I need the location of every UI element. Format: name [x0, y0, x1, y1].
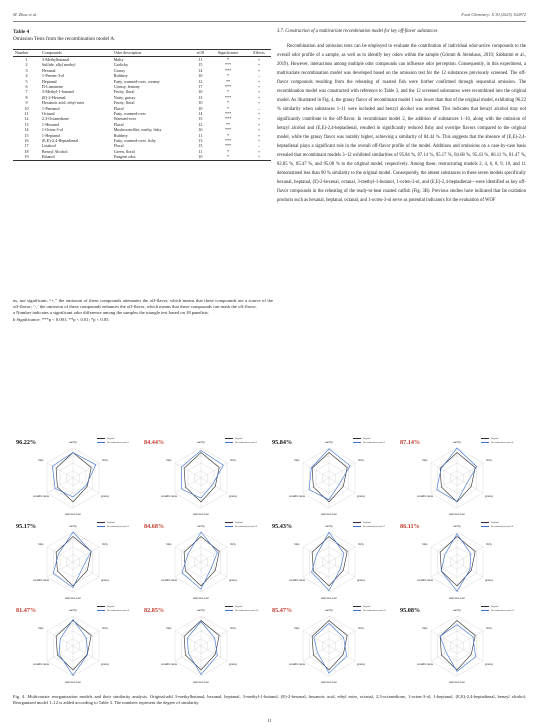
- radar-axis-label: fatty: [422, 626, 428, 630]
- radar-panel: [269, 604, 397, 684]
- running-header-authors: M. Zhou et al.: [13, 12, 38, 17]
- table-cell: ***: [224, 138, 232, 143]
- radar-chart: [13, 520, 141, 600]
- radar-axis-label: metallic taste: [416, 494, 434, 498]
- radar-axis-label: fishy: [230, 626, 236, 630]
- radar-axis-label: fishy: [102, 542, 108, 546]
- legend-model: Recombination model 11: [363, 609, 387, 612]
- radar-chart: [141, 604, 269, 684]
- table-cell: 14: [198, 110, 203, 116]
- legend-original: Original: [363, 606, 371, 609]
- table-cell: ***: [224, 67, 232, 73]
- radar-axis-label: earthy: [325, 608, 333, 612]
- radar-axis-label: fishy: [358, 626, 364, 630]
- radar-axis-label: metallic taste: [160, 578, 178, 582]
- table-cell: 6: [25, 83, 28, 89]
- table-cell: 1-Pentanol: [41, 105, 60, 111]
- table-cell: Grassy: [113, 67, 126, 73]
- table-cell: 10: [24, 105, 29, 111]
- table-cell: Rubbery: [113, 132, 128, 138]
- table-cell: +: [257, 127, 261, 133]
- radar-chart: [141, 436, 269, 516]
- figure-4: [13, 436, 526, 686]
- legend-model: Recombination model 7: [363, 525, 386, 528]
- radar-axis-label: metallic taste: [416, 578, 434, 582]
- table-cell: 12: [198, 78, 203, 84]
- radar-axis-label: earthy: [453, 524, 461, 528]
- section-heading: 3.7. Construction of a multivariate recombination model for key off-flavor substances: [277, 29, 438, 34]
- radar-legend: [97, 438, 129, 445]
- radar-legend: [481, 438, 513, 445]
- legend-original: Original: [491, 606, 499, 609]
- table-cell: ***: [224, 83, 232, 89]
- table-cell: +: [257, 78, 261, 84]
- table-cell: 2,3-Octanedione: [41, 116, 70, 122]
- radar-legend: [225, 438, 257, 445]
- radar-axis-label: metallic taste: [32, 578, 50, 582]
- table-cell: 5: [25, 78, 28, 84]
- legend-model: Recombination model 6: [235, 525, 258, 528]
- table-cell: ***: [224, 94, 232, 100]
- table-cell: +: [257, 110, 261, 116]
- table-cell: +: [257, 62, 261, 68]
- table-cell: 13: [198, 138, 203, 143]
- radar-axis-label: grassy: [100, 578, 110, 582]
- table-cell: 12: [198, 121, 203, 127]
- radar-panel: [397, 520, 525, 600]
- table-cell: 13: [24, 121, 29, 127]
- table-cell: 16: [24, 138, 29, 143]
- table-cell: 17: [24, 143, 29, 149]
- model-series-line: [182, 532, 217, 589]
- legend-model: Recombination model 3: [363, 441, 386, 444]
- table-cell: Floral: [113, 121, 124, 127]
- table-cell: 15: [198, 62, 203, 68]
- radar-legend: [481, 606, 514, 613]
- table-footnotes: [13, 298, 273, 323]
- table-cell: 11: [24, 110, 29, 116]
- section-text: [277, 29, 526, 205]
- radar-axis-label: fishy: [358, 542, 364, 546]
- table-cell: Pungent odor: [112, 155, 192, 161]
- radar-chart: [269, 520, 397, 600]
- table-cell: 1-Octen-3-ol: [41, 127, 64, 133]
- similarity-value: 82.85%: [144, 607, 165, 614]
- radar-axis-label: grassy: [356, 662, 366, 666]
- table-cell: +: [257, 132, 261, 138]
- radar-axis-label: metallic taste: [160, 662, 178, 666]
- legend-original: Original: [107, 522, 115, 525]
- table-cell: 15: [198, 116, 203, 122]
- table-cell: *: [227, 89, 230, 95]
- radar-axis-label: warmed-over: [320, 596, 338, 600]
- radar-axis-label: fatty: [166, 458, 172, 462]
- radar-legend: [97, 606, 129, 613]
- model-series-line: [59, 620, 88, 676]
- legend-model: Recombination model 9: [107, 609, 130, 612]
- radar-axis-label: fatty: [422, 458, 428, 462]
- radar-axis-label: warmed-over: [64, 512, 82, 516]
- table-cell: 18: [24, 148, 29, 154]
- legend-model: Recombination model 5: [107, 525, 130, 528]
- table-cell: +: [247, 155, 271, 161]
- radar-axis-label: warmed-over: [192, 596, 210, 600]
- table-cell: 10: [198, 73, 203, 79]
- table-cell: +: [257, 94, 261, 100]
- radar-axis-label: earthy: [453, 608, 461, 612]
- radar-axis-label: fishy: [230, 542, 236, 546]
- radar-axis-label: fishy: [486, 458, 492, 462]
- legend-original: Original: [491, 438, 499, 441]
- radar-panel: [269, 436, 397, 516]
- table-cell: 16: [198, 127, 203, 133]
- table-cell: 14: [24, 127, 29, 133]
- table-header-cell: Compounds: [40, 50, 112, 57]
- table-cell: Linalool: [41, 143, 56, 149]
- table-cell: 2: [25, 62, 28, 68]
- similarity-value: 81.47%: [16, 607, 37, 614]
- table-cell: Malty: [113, 56, 124, 62]
- similarity-value: 84.44%: [144, 439, 165, 446]
- radar-axis-label: grassy: [356, 578, 366, 582]
- radar-axis-label: fatty: [38, 542, 44, 546]
- model-series-line: [52, 453, 95, 498]
- table-cell: Green, floral: [113, 148, 135, 154]
- table-cell: ***: [224, 62, 232, 68]
- radar-axis-label: fishy: [358, 458, 364, 462]
- radar-axis-label: grassy: [100, 494, 110, 498]
- radar-legend: [97, 522, 129, 529]
- radar-legend: [353, 522, 385, 529]
- table-row: [13, 155, 271, 161]
- radar-axis-label: grassy: [484, 662, 494, 666]
- similarity-value: 85.47%: [272, 607, 293, 614]
- radar-axis-label: metallic taste: [288, 494, 306, 498]
- table-cell: Sulfide, allyl methyl: [41, 62, 76, 68]
- table-cell: Fruity, floral: [113, 89, 135, 95]
- table-cell: (E)-2-Hexenal: [41, 94, 66, 100]
- radar-axis-label: fatty: [294, 626, 300, 630]
- radar-panel: [141, 604, 269, 684]
- table-cell: 9: [25, 100, 28, 106]
- similarity-value: 84.68%: [144, 523, 165, 530]
- radar-axis-label: fishy: [486, 542, 492, 546]
- radar-chart: [397, 520, 525, 600]
- radar-axis-label: grassy: [484, 494, 494, 498]
- radar-axis-label: fatty: [294, 542, 300, 546]
- radar-legend: [481, 522, 513, 529]
- table-cell: *: [227, 148, 230, 154]
- similarity-value: 96.22%: [16, 439, 37, 446]
- radar-axis-label: metallic taste: [288, 662, 306, 666]
- similarity-value: 95.43%: [272, 523, 293, 530]
- table-cell: 19: [13, 155, 40, 161]
- table-cell: *: [227, 56, 230, 62]
- table-cell: +: [257, 89, 261, 95]
- table-cell: Hexanoic acid, ethyl ester: [41, 100, 85, 106]
- table-cell: +: [257, 56, 261, 62]
- radar-panel: [13, 520, 141, 600]
- table-cell: 10: [198, 89, 203, 95]
- radar-legend: [353, 438, 385, 445]
- table-cell: *: [209, 155, 247, 161]
- footnote-b: b Significance: ***p < 0.001; **p < 0.01; *p < 0.05.: [13, 316, 110, 322]
- table-cell: 3: [25, 67, 28, 73]
- figure-caption: Fig. 4. Multivariate reorganization models and their similarity analysis. Original:add 3-methylbutanal, hexanal, heptanal, 3-methyl-1-butanol, (E)-2-hexenal, hexanoic acid, ethyl ester, octanal, 2,3-octanedione, 1-octen-3-ol, 1-heptanol, (E,E)-2,4-heptadienal, benzyl alcohol. Reorganized model 1–12 is added according to Table 3. The numbers represent the degree of similarity.: [13, 694, 526, 706]
- table-cell: Citrusy, lemony: [113, 83, 140, 89]
- radar-panel: [141, 520, 269, 600]
- table-cell: 1-Hexanol: [41, 121, 60, 127]
- table-cell: 3-Methylbutanal: [41, 56, 70, 62]
- table-cell: ***: [224, 127, 232, 133]
- legend-model: Recombination model 12: [491, 609, 515, 612]
- radar-panel: [13, 436, 141, 516]
- table-cell: 8: [25, 94, 28, 100]
- table-header-cell: n/18: [192, 50, 209, 57]
- radar-axis-label: grassy: [356, 494, 366, 498]
- table-cell: Mushroom-like, earthy, fishy: [113, 127, 162, 133]
- omission-table: [13, 49, 271, 161]
- radar-axis-label: warmed-over: [64, 680, 82, 684]
- table-cell: –: [257, 73, 260, 79]
- radar-axis-label: warmed-over: [64, 596, 82, 600]
- radar-axis-label: fishy: [102, 458, 108, 462]
- legend-model: Recombination model 10: [235, 609, 259, 612]
- table-cell: 13: [198, 94, 203, 100]
- table-cell: *: [227, 100, 230, 106]
- radar-panel: [13, 604, 141, 684]
- footnote-a: a Number indicates a significant odor difference among the samples the triangle test based on 18 panelists.: [13, 310, 209, 316]
- similarity-value: 86.11%: [400, 523, 420, 530]
- legend-model: Recombination model 2: [235, 441, 258, 444]
- radar-axis-label: metallic taste: [32, 494, 50, 498]
- header-rule: [13, 21, 526, 22]
- similarity-value: 95.17%: [16, 523, 37, 530]
- table-cell: 11: [198, 56, 203, 62]
- radar-axis-label: earthy: [69, 440, 77, 444]
- radar-chart: [397, 604, 525, 684]
- radar-axis-label: earthy: [197, 440, 205, 444]
- table-cell: ***: [224, 116, 232, 122]
- radar-panel: [397, 604, 525, 684]
- table-header-cell: Odor description: [112, 50, 192, 57]
- radar-axis-label: warmed-over: [448, 512, 466, 516]
- radar-axis-label: earthy: [197, 524, 205, 528]
- footnote-legend: ns, not significant; “+,” the omission of these compounds attenuates the off-flavor, which means that these compounds are a source of the off-flavor; ‘-,’ the omission of these compounds enhances the off-flavor, which means that these compounds can mask the off-flavor.: [13, 298, 273, 310]
- table-cell: 14: [198, 67, 203, 73]
- table-cell: 10: [198, 105, 203, 111]
- table-label: Table 4: [13, 29, 30, 35]
- table-cell: ***: [224, 110, 232, 116]
- radar-axis-label: fishy: [486, 626, 492, 630]
- radar-axis-label: fatty: [422, 542, 428, 546]
- table-cell: Octanal: [41, 110, 55, 116]
- table-caption: Omission Tests from the recombination model A.: [13, 35, 116, 42]
- radar-axis-label: warmed-over: [192, 680, 210, 684]
- table-header-cell: Number: [13, 50, 40, 57]
- radar-axis-label: warmed-over: [448, 680, 466, 684]
- table-cell: Nutty, grassy: [113, 94, 136, 100]
- legend-model: Recombination model 8: [491, 525, 514, 528]
- table-cell: Warmed-over: [113, 116, 137, 122]
- similarity-value: 95.84%: [272, 439, 293, 446]
- section-paragraph: Recombination and omission tests can be employed to evaluate the contribution of individual odor-active compounds to the overall odor profile of a sample, as well as to identify key odors within the sample (Grimm & Steinhaus, 2019; Sabbatini et al., 2019). However, interactions among multiple odor compounds can influence odor perception. Consequently, in this experiment, a multivariate recombination model was developed based on the omission test for the 12 substances previously screened. The off-flavor compounds resulting from the reheating of roasted fish were further confirmed through sequential omission. The recombination model was constructed with reference to Table 3, and the 12 screened substances were recombined into the original model. As illustrated in Fig. 4, the grassy flavor of recombinant model 1 was lower than that of the original model, exhibiting 96.22 % similarity when substances 1–11 were included and benzyl alcohol was omitted. This indicates that benzyl alcohol may not significantly contribute to the off-flavor. In recombinant model 2, the addition of substances 1–10, along with the omission of benzyl alcohol and (E,E)-2,4-heptadienal, resulted in significantly reduced fishy and overripe flavors compared to the original model, while the grassy flavor was notably higher, achieving a similarity of 84.44 %. This suggests that the absence of (E,E)-2,4-heptadienal plays a significant role in the overall off-flavor profile of the model. Additions and omissions on a case-by-case basis revealed that recombinant models 3–12 exhibited similarities of 95.84 %, 87.14 %, 95.17 %, 84.68 %, 95.43 %, 86.11 %, 81.47 %, 82.85 %, 85.47 %, and 95.08 % to the original model, respectively. Among these, restructuring models 2, 4, 6, 8, 9, 10, and 11 demonstrated less than 90 % similarity to the original model. Consequently, the absent substances in these seven models specifically hexanal, heptanal, (E)-2-hexenal, octanal, 3-methyl-1-butanol, 1-octen-3-ol, and (E,E)-2,4-heptadienal—were identified as key off-flavor compounds in the reheating of the ready-to-heat roasted catfish (Fig. 3B). Previous studies have indicated that fat oxidation products such as hexanal, heptanal, octanal, and 1-octen-3-ol serve as potential indicators for the evaluation of WOF: [277, 43, 526, 204]
- radar-chart: [269, 436, 397, 516]
- radar-legend: [225, 522, 257, 529]
- table-cell: +: [257, 83, 261, 89]
- similarity-value: 87.14%: [400, 439, 421, 446]
- legend-model: Recombination model 1: [107, 441, 130, 444]
- radar-chart: [269, 604, 397, 684]
- table-cell: (E,E)-2,4-Heptadienal: [41, 138, 79, 143]
- radar-axis-label: grassy: [228, 578, 238, 582]
- radar-panel: [141, 436, 269, 516]
- table-cell: **: [226, 78, 231, 84]
- legend-original: Original: [363, 438, 371, 441]
- table-cell: +: [257, 138, 261, 143]
- table-cell: 1-Heptanol: [41, 132, 61, 138]
- page-number: 11: [267, 718, 272, 723]
- running-header-journal: Food Chemistry: X 30 (2025) 102872: [461, 12, 526, 17]
- table-cell: Garlicky: [113, 62, 129, 68]
- table-cell: 1: [25, 56, 28, 62]
- radar-axis-label: fatty: [38, 458, 44, 462]
- radar-axis-label: fatty: [294, 458, 300, 462]
- table-cell: +: [257, 148, 261, 154]
- legend-original: Original: [235, 606, 243, 609]
- legend-original: Original: [235, 438, 243, 441]
- radar-chart: [397, 436, 525, 516]
- legend-original: Original: [235, 522, 243, 525]
- radar-axis-label: earthy: [325, 440, 333, 444]
- table-cell: **: [226, 121, 231, 127]
- radar-axis-label: metallic taste: [288, 578, 306, 582]
- radar-panel: [269, 520, 397, 600]
- table-cell: –: [257, 105, 260, 111]
- table-cell: Heptanal: [41, 78, 57, 84]
- legend-original: Original: [107, 438, 115, 441]
- table-cell: Rubbery: [113, 73, 128, 79]
- radar-panel: [397, 436, 525, 516]
- legend-model: Recombination model 4: [491, 441, 514, 444]
- radar-axis-label: warmed-over: [192, 512, 210, 516]
- table-cell: +: [257, 121, 261, 127]
- table-cell: 15: [24, 132, 29, 138]
- table-cell: Floral: [113, 143, 124, 149]
- table-title: [13, 29, 115, 42]
- table-cell: D-Limonene: [41, 83, 63, 89]
- table-cell: +: [257, 100, 261, 106]
- radar-axis-label: warmed-over: [320, 512, 338, 516]
- table-cell: Fatty, warmed-over, creamy: [113, 78, 160, 84]
- radar-legend: [225, 606, 258, 613]
- radar-axis-label: grassy: [228, 662, 238, 666]
- table-cell: 17: [198, 83, 203, 89]
- table-cell: *: [227, 132, 230, 138]
- radar-axis-label: earthy: [453, 440, 461, 444]
- radar-axis-label: earthy: [197, 608, 205, 612]
- table-cell: *: [227, 105, 230, 111]
- table-header-cell: Effects: [247, 50, 271, 57]
- table-cell: +: [257, 116, 261, 122]
- similarity-value: 95.08%: [400, 607, 421, 614]
- legend-original: Original: [107, 606, 115, 609]
- radar-axis-label: fatty: [166, 626, 172, 630]
- table-cell: Floral: [113, 105, 124, 111]
- radar-axis-label: earthy: [325, 524, 333, 528]
- table-cell: 10: [192, 155, 209, 161]
- radar-axis-label: fatty: [166, 542, 172, 546]
- table-cell: +: [257, 67, 261, 73]
- table-header-cell: Significance: [209, 50, 247, 57]
- radar-axis-label: grassy: [228, 494, 238, 498]
- radar-axis-label: fishy: [230, 458, 236, 462]
- table-cell: Ethanol: [40, 155, 112, 161]
- table-cell: ***: [224, 143, 232, 149]
- table-cell: Fruity, floral: [113, 100, 135, 106]
- table-cell: 10: [198, 100, 203, 106]
- table-cell: 12: [24, 116, 29, 122]
- table-cell: 11: [198, 132, 203, 138]
- radar-chart: [141, 520, 269, 600]
- legend-original: Original: [363, 522, 371, 525]
- radar-axis-label: earthy: [69, 524, 77, 528]
- radar-axis-label: fishy: [102, 626, 108, 630]
- radar-axis-label: warmed-over: [448, 596, 466, 600]
- table-cell: 15: [198, 143, 203, 149]
- radar-legend: [353, 606, 386, 613]
- radar-axis-label: metallic taste: [32, 662, 50, 666]
- radar-axis-label: earthy: [69, 608, 77, 612]
- table-cell: 7: [25, 89, 28, 95]
- table-cell: 11: [198, 148, 203, 154]
- table-cell: Fatty, warmed-over, fishy: [113, 138, 156, 143]
- table-cell: 1-Penten-3-ol: [41, 73, 65, 79]
- radar-axis-label: grassy: [100, 662, 110, 666]
- table-cell: 3-Methyl-1-butanol: [41, 89, 75, 95]
- radar-axis-label: warmed-over: [320, 680, 338, 684]
- radar-axis-label: metallic taste: [416, 662, 434, 666]
- table-cell: Hexanal: [41, 67, 56, 73]
- radar-chart: [13, 436, 141, 516]
- table-cell: Fatty, warmed-over: [113, 110, 146, 116]
- radar-axis-label: metallic taste: [160, 494, 178, 498]
- table-cell: Benzyl Alcohol: [41, 148, 68, 154]
- radar-chart: [13, 604, 141, 684]
- radar-axis-label: fatty: [38, 626, 44, 630]
- radar-axis-label: grassy: [484, 578, 494, 582]
- table-cell: 4: [25, 73, 28, 79]
- table-cell: –: [257, 143, 260, 149]
- legend-original: Original: [491, 522, 499, 525]
- table-cell: *: [227, 73, 230, 79]
